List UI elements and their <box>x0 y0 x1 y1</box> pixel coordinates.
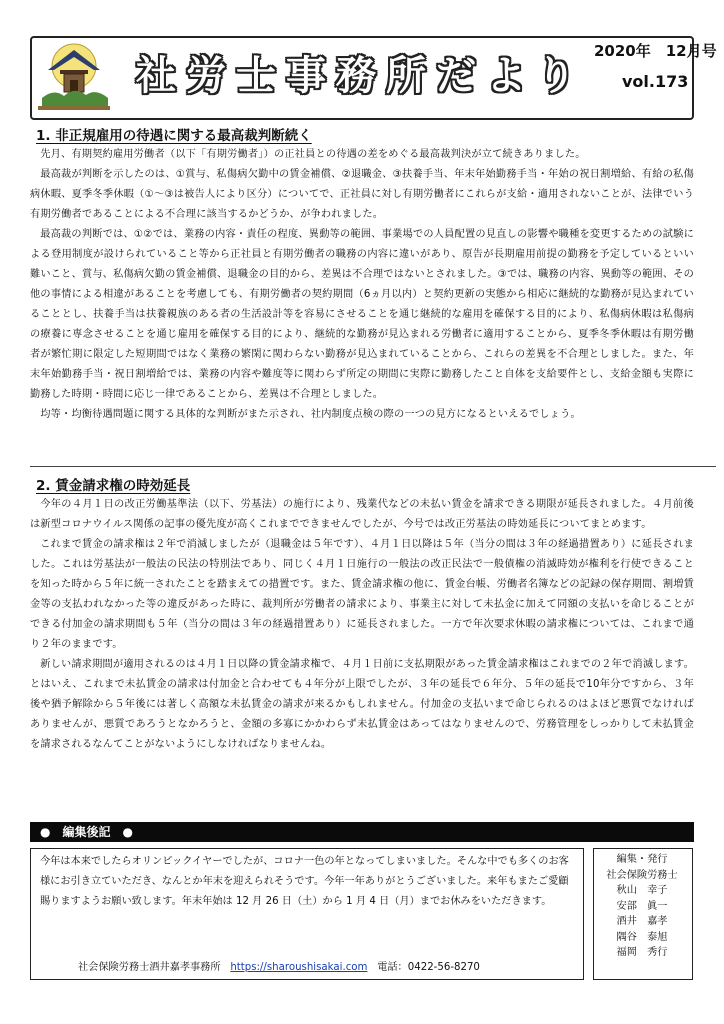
section1-heading: 1. 非正規雇用の待遇に関する最高裁判断続く <box>36 128 312 144</box>
issue-volume: vol.173 <box>622 72 689 91</box>
staff-label-publisher: 編集・発行 <box>616 854 668 865</box>
editor-note-text: 今年は本来でしたらオリンピックイヤーでしたが、コロナ一色の年となってしまいました。そんな中でも多くのお客様にお引き立ていただき、なんとか年末を迎えられそうです。今年一年ありがとうございました。来年もまたご愛顧賜りますようお願い致します。年末年始は 12 月 26 日（土）から 1 月 4 日（月）までお休みをいただきます。 <box>40 856 569 907</box>
office-contact-line <box>78 958 480 973</box>
staff-name: 福岡 秀行 <box>616 947 668 958</box>
section2-body <box>30 495 694 755</box>
temple-illustration <box>34 40 114 112</box>
section-divider <box>30 466 716 467</box>
section1-paragraph: 最高裁が判断を示したのは、①賞与、私傷病欠勤中の賃金補償、②退職金、③扶養手当、年末年始勤務手当・年始の祝日割増給、有給の私傷病休暇、夏季冬季休暇（①～③は被告人により区分）についてで、正社員に対し有期労働者にこれらが支給・適用されないことが、法律でいう有期労働者であることによる不合理に該当するかどうか、が争われました。 <box>30 169 694 220</box>
section2-heading: 2. 賃金請求権の時効延長 <box>36 478 191 494</box>
editor-note-label: ● 編集後記 ● <box>40 825 133 839</box>
staff-name: 酒井 嘉孝 <box>616 916 668 927</box>
staff-label-title: 社会保険労務士 <box>606 869 678 881</box>
newsletter-title: 社労士事務所だより <box>136 53 586 99</box>
section1-paragraph: 均等・均衡待遇問題に関する具体的な判断がまた示され、社内制度点検の際の一つの見方になるといえるでしょう。 <box>40 409 581 420</box>
staff-name: 隅谷 泰旭 <box>616 931 668 943</box>
editor-note-bar <box>30 822 694 842</box>
section2-paragraph: これまで賃金の請求権は２年で消滅しましたが（退職金は５年です）、４月１日以降は５年（当分の間は３年の経過措置あり）に延長されました。これは労基法が一般法の民法の特別法であり、同じく４月１日施行の一般法の改正民法で一般債権の消滅時効が権利を行使できることを知った時から５年に統一されたことを踏まえての措置です。また、賃金請求権の他に、賃金台帳、労働者名簿などの記録の保存期間、割増賃金等の支払われなかった等の違反があった時に、裁判所が労働者の請求により、事業主に対して未払金に加えて同額の支払いを命じることができる付加金の請求期間も５年（当分の間は３年の経過措置あり）に延長されました。一方で年次要求休暇の請求権については、これまで通り２年のままです。 <box>30 539 694 650</box>
office-name: 社会保険労務士酒井嘉孝事務所 <box>78 962 221 973</box>
temple-logo <box>34 40 114 112</box>
staff-list <box>593 852 691 961</box>
issue-date: 2020年 12月号 <box>594 42 717 60</box>
section1-paragraph: 最高裁の判断では、①②では、業務の内容・責任の程度、異動等の範囲、事業場での人員配置の見直しの影響や職種を変更するための試験による登用制度が設けられていること等から正社員と有期労働者の職務の内容に違いがあり、原告が長期雇用前提の勤務を予定しているといい難いこと、賞与、私傷病欠勤の賃金補償、退職金の目的から、差異は不合理ではないとされました。③では、職務の内容、異動等の範囲、その他の事情による相違があることを考慮しても、有期労働者の契約期間（6ヵ月以内）と契約更新の実態から相応に継続的な勤務が見込まれていることとし、扶養手当は扶養親族のある者の生活設計等を容易にさせることを通じ継続的な雇用を確保する目的により、私傷病休暇は私傷病の療養に専念させることを通じ雇用を確保する目的により、継続的な勤務が見込まれる労働者に適用することから、夏季冬季休暇は有期労働者が繁忙期に限定した短期間ではなく業務の繁閑に関わらない勤務が見込まれていることから、これらの差異を不合理としました。また、年末年始勤務手当・祝日割増給では、業務の内容や難度等に関わらず所定の期間に実際に勤務したこと自体を支給要件とし、支給金額も実際に勤務した時期・時間に応じ一律であることから、差異は不合理としました。 <box>30 229 694 400</box>
staff-name: 安部 眞一 <box>616 900 668 912</box>
section2-paragraph: 今年の４月１日の改正労働基準法（以下、労基法）の施行により、残業代などの未払い賃金を請求できる期限が延長されました。４月前後は新型コロナウイルス関係の記事の優先度が高くこれまでできませんでしたが、今号では改正労基法の時効延長についてまとめます。 <box>30 499 694 530</box>
office-website-link[interactable]: https://sharoushisakai.com <box>230 962 368 973</box>
section2-paragraph: 新しい請求期間が適用されるのは４月１日以降の賃金請求権で、４月１日前に支払期限があった賃金請求権はこれまでの２年で消滅します。とはいえ、これまで未払賃金の請求は付加金と合わせても４年分が上限でしたが、３年の延長で６年分、５年の延長で10年分ですから、３年後や猶予解除から５年後には著しく高額な未払賃金の請求が来るかもしれません。付加金の支払いまで命じられるのはよほど悪質でなければありませんが、悪質であろうとなかろうと、金額の多寡にかかわらず未払賃金はあってはなりませんので、労務管理をしっかりして未払賃金を請求されるなんてことがないようにしなければなりませんね。 <box>30 659 694 750</box>
staff-name: 秋山 幸子 <box>616 885 668 896</box>
section1-paragraph: 先月、有期契約雇用労働者（以下「有期労働者」）の正社員との待遇の差をめぐる最高裁判決が立て続きありました。 <box>40 149 586 160</box>
section1-body <box>30 145 694 425</box>
office-phone: 電話：0422-56-8270 <box>377 962 480 973</box>
